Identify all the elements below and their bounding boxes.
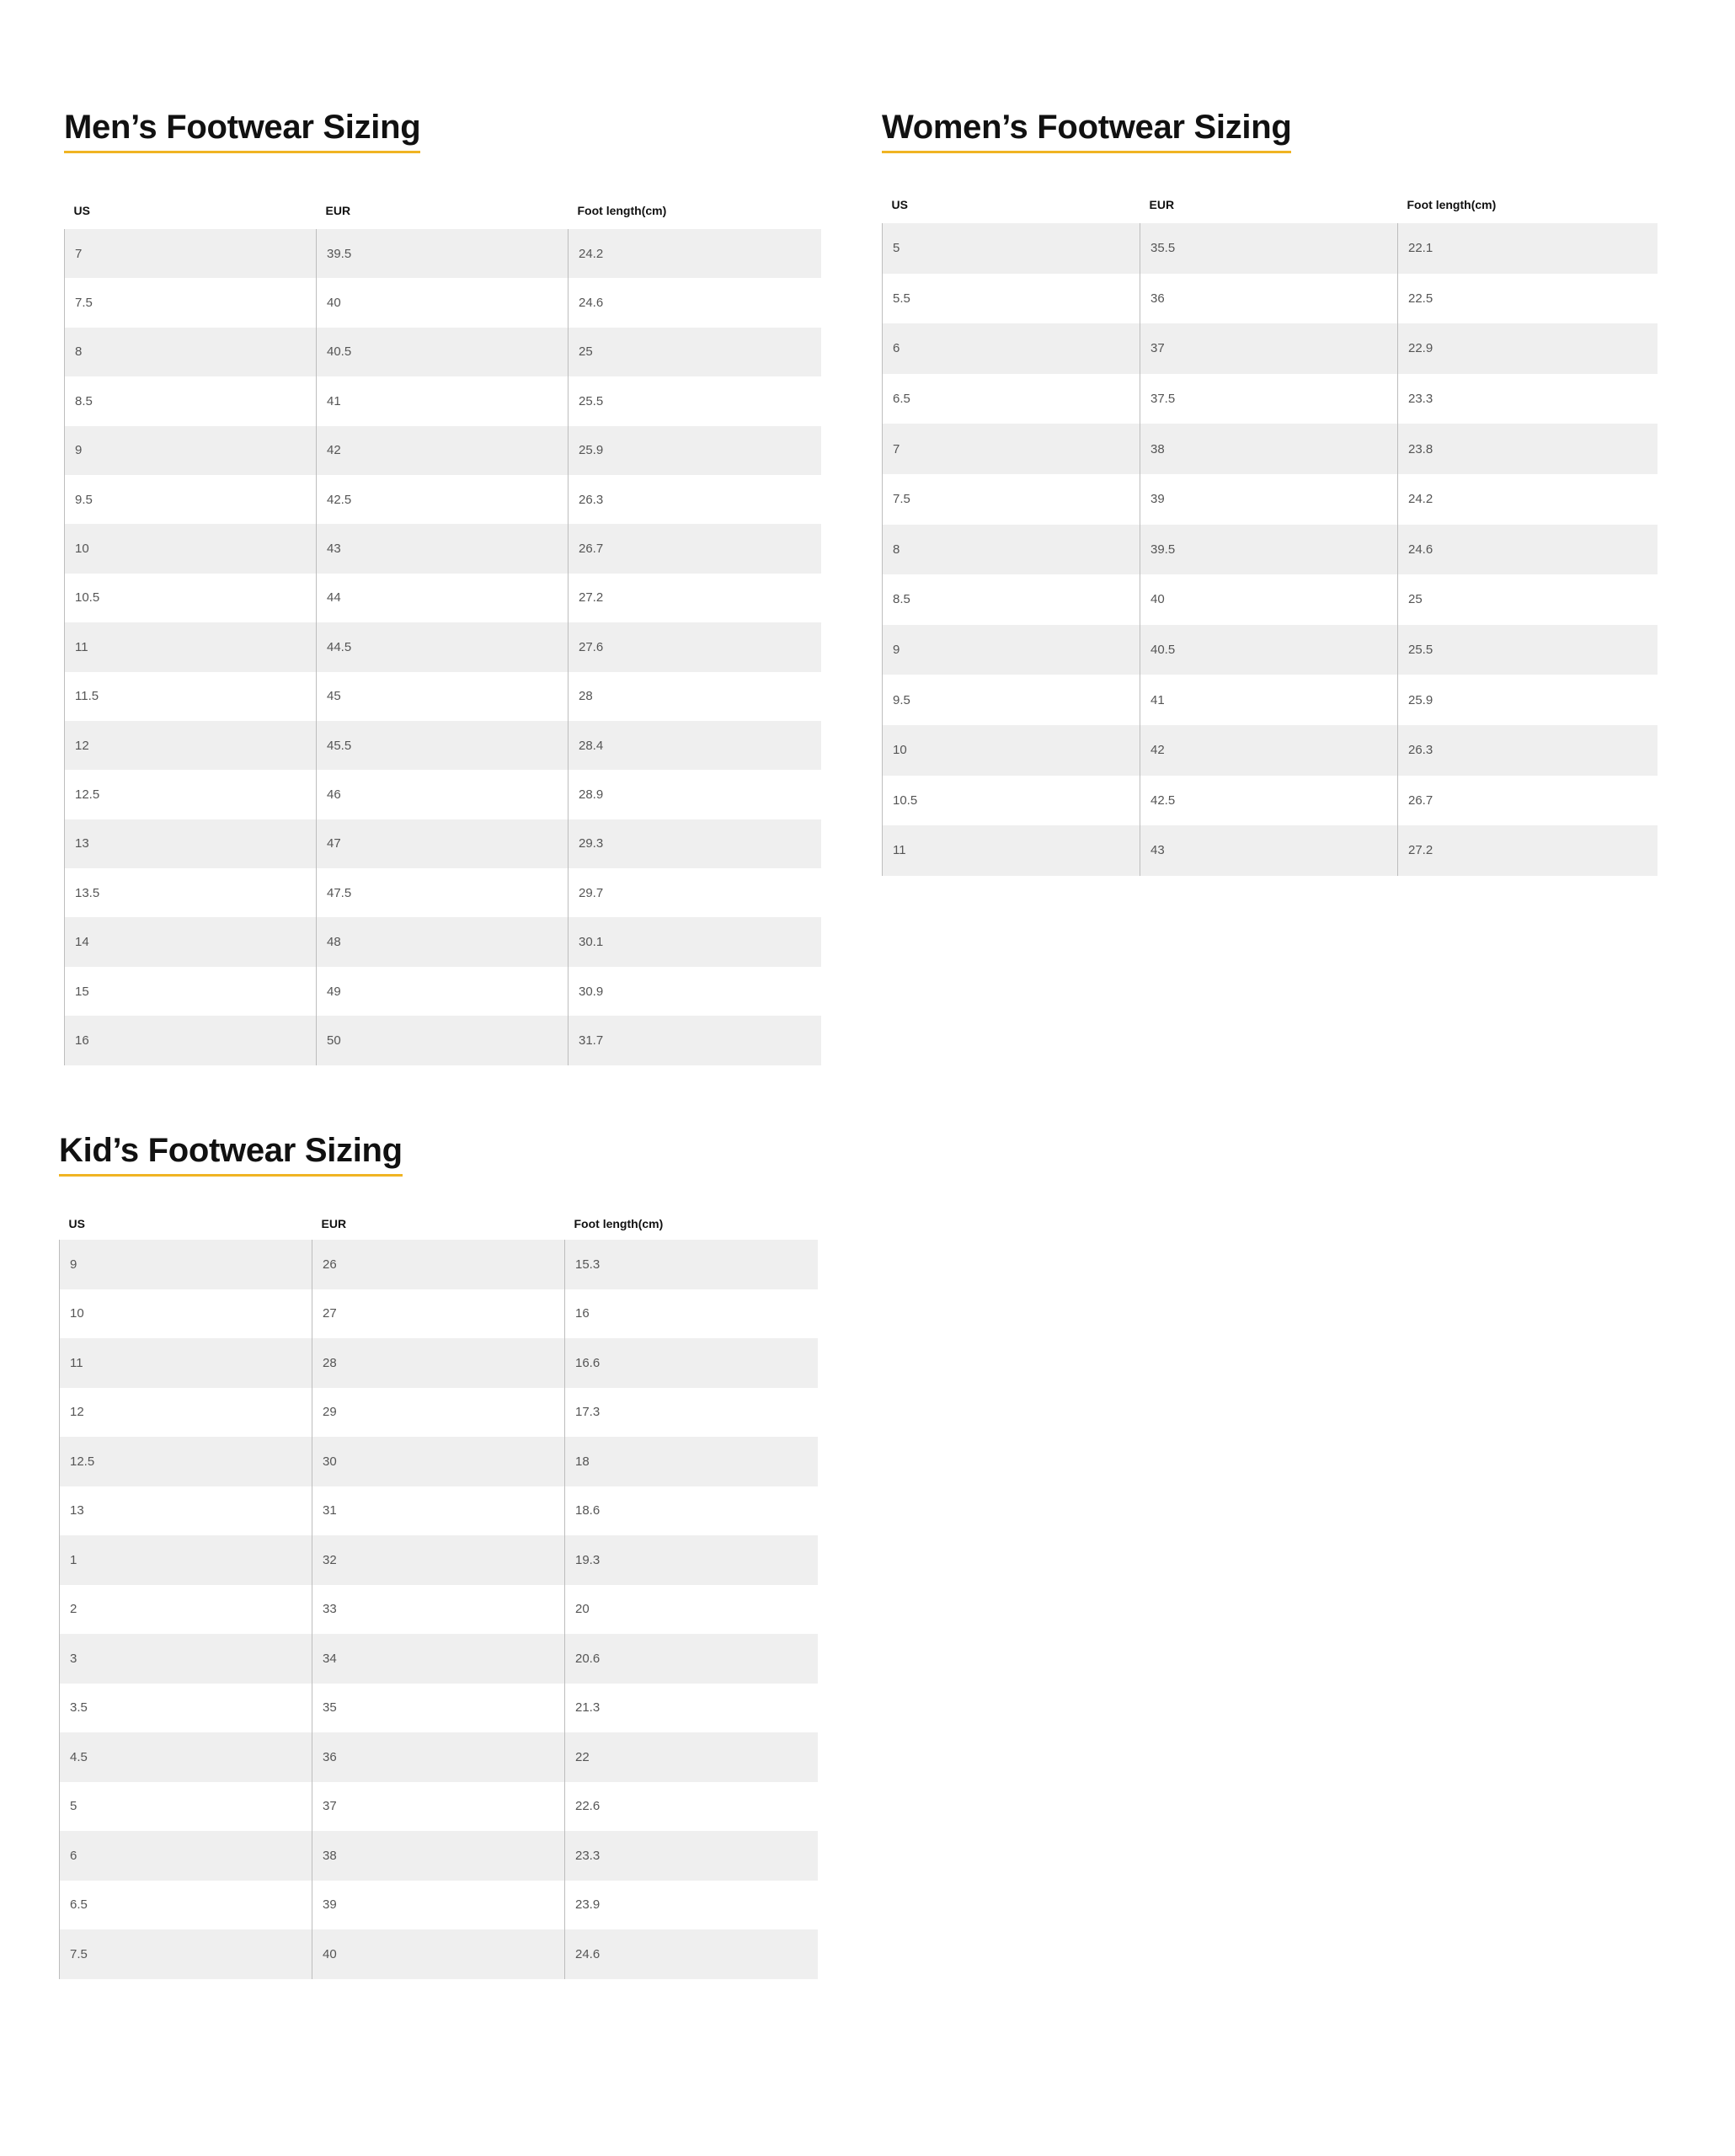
cell-us: 10 — [65, 524, 317, 573]
cell-us: 11 — [60, 1338, 312, 1388]
table-row — [65, 376, 821, 425]
cell-us: 8 — [65, 328, 317, 376]
cell-foot-length: 22.6 — [565, 1782, 818, 1832]
table-header-row — [60, 1208, 818, 1240]
cell-us: 2 — [60, 1585, 312, 1635]
cell-foot-length: 24.2 — [569, 229, 821, 278]
cell-foot-length: 16 — [565, 1289, 818, 1339]
cell-eur: 41 — [317, 376, 569, 425]
table-row — [883, 274, 1658, 324]
cell-eur: 47.5 — [317, 868, 569, 917]
cell-us: 13.5 — [65, 868, 317, 917]
cell-us: 10.5 — [883, 776, 1140, 826]
cell-eur: 36 — [312, 1732, 565, 1782]
cell-us: 1 — [60, 1535, 312, 1585]
cell-eur: 33 — [312, 1585, 565, 1635]
cell-eur: 43 — [317, 524, 569, 573]
table-row — [65, 672, 821, 721]
table-row — [883, 725, 1658, 776]
cell-us: 7.5 — [65, 278, 317, 327]
womens-sizing-section — [882, 107, 1657, 858]
table-header-row — [65, 191, 821, 229]
cell-eur: 29 — [312, 1388, 565, 1438]
cell-foot-length: 15.3 — [565, 1240, 818, 1289]
cell-us: 5 — [60, 1782, 312, 1832]
table-row — [883, 675, 1658, 725]
cell-foot-length: 22.1 — [1398, 223, 1658, 274]
column-header-foot-length: Foot length(cm) — [574, 1217, 664, 1230]
column-header-foot-length: Foot length(cm) — [1407, 197, 1497, 211]
cell-eur: 31 — [312, 1486, 565, 1536]
table-row — [65, 426, 821, 475]
table-row — [60, 1881, 818, 1930]
cell-eur: 38 — [312, 1831, 565, 1881]
cell-eur: 40 — [317, 278, 569, 327]
table-row — [65, 721, 821, 770]
cell-eur: 32 — [312, 1535, 565, 1585]
cell-us: 6.5 — [883, 374, 1140, 424]
cell-eur: 39 — [312, 1881, 565, 1930]
cell-foot-length: 26.7 — [569, 524, 821, 573]
table-row — [883, 474, 1658, 525]
table-row — [60, 1782, 818, 1832]
cell-foot-length: 19.3 — [565, 1535, 818, 1585]
cell-foot-length: 25.9 — [1398, 675, 1658, 725]
cell-us: 8.5 — [883, 574, 1140, 625]
table-row — [883, 525, 1658, 575]
cell-eur: 48 — [317, 917, 569, 966]
column-header-us: US — [891, 197, 908, 211]
mens-sizing-table — [64, 191, 821, 1065]
cell-foot-length: 20 — [565, 1585, 818, 1635]
cell-eur: 46 — [317, 770, 569, 819]
mens-sizing-title: Men’s Footwear Sizing — [64, 107, 420, 153]
cell-eur: 39.5 — [317, 229, 569, 278]
column-header-foot-length: Foot length(cm) — [577, 203, 667, 217]
cell-eur: 26 — [312, 1240, 565, 1289]
cell-eur: 39.5 — [1140, 525, 1398, 575]
table-row — [60, 1634, 818, 1684]
womens-sizing-table — [882, 185, 1658, 876]
cell-us: 12 — [60, 1388, 312, 1438]
cell-foot-length: 25.5 — [569, 376, 821, 425]
cell-eur: 40.5 — [1140, 625, 1398, 675]
table-row — [60, 1338, 818, 1388]
table-row — [60, 1732, 818, 1782]
cell-us: 11 — [883, 825, 1140, 876]
cell-us: 11 — [65, 622, 317, 671]
cell-foot-length: 31.7 — [569, 1016, 821, 1065]
table-row — [883, 825, 1658, 876]
cell-eur: 43 — [1140, 825, 1398, 876]
cell-us: 5 — [883, 223, 1140, 274]
cell-us: 10.5 — [65, 574, 317, 622]
cell-us: 9 — [60, 1240, 312, 1289]
table-row — [65, 622, 821, 671]
table-row — [60, 1684, 818, 1733]
cell-foot-length: 18.6 — [565, 1486, 818, 1536]
cell-us: 11.5 — [65, 672, 317, 721]
table-row — [60, 1240, 818, 1289]
table-row — [65, 819, 821, 868]
cell-us: 13 — [65, 819, 317, 868]
column-header-eur: EUR — [325, 203, 351, 217]
table-row — [65, 770, 821, 819]
cell-us: 4.5 — [60, 1732, 312, 1782]
cell-eur: 42 — [1140, 725, 1398, 776]
table-row — [65, 229, 821, 278]
cell-us: 12 — [65, 721, 317, 770]
table-row — [60, 1831, 818, 1881]
cell-us: 14 — [65, 917, 317, 966]
cell-us: 6.5 — [60, 1881, 312, 1930]
mens-sizing-section — [64, 107, 820, 1048]
table-row — [65, 868, 821, 917]
table-row — [883, 223, 1658, 274]
cell-us: 8.5 — [65, 376, 317, 425]
cell-eur: 30 — [312, 1437, 565, 1486]
cell-us: 16 — [65, 1016, 317, 1065]
table-row — [65, 328, 821, 376]
cell-foot-length: 23.3 — [565, 1831, 818, 1881]
cell-foot-length: 30.1 — [569, 917, 821, 966]
kids-sizing-title: Kid’s Footwear Sizing — [59, 1130, 403, 1177]
cell-foot-length: 17.3 — [565, 1388, 818, 1438]
column-header-us: US — [68, 1217, 85, 1230]
cell-foot-length: 27.6 — [569, 622, 821, 671]
cell-us: 8 — [883, 525, 1140, 575]
kids-sizing-table — [59, 1208, 818, 1979]
table-row — [65, 278, 821, 327]
cell-eur: 42 — [317, 426, 569, 475]
cell-eur: 37 — [312, 1782, 565, 1832]
cell-us: 7.5 — [883, 474, 1140, 525]
cell-foot-length: 28 — [569, 672, 821, 721]
cell-eur: 44.5 — [317, 622, 569, 671]
cell-us: 9 — [883, 625, 1140, 675]
cell-eur: 40 — [312, 1929, 565, 1979]
cell-eur: 40.5 — [317, 328, 569, 376]
cell-foot-length: 20.6 — [565, 1634, 818, 1684]
cell-us: 7 — [883, 424, 1140, 474]
cell-eur: 37 — [1140, 323, 1398, 374]
table-row — [60, 1437, 818, 1486]
cell-us: 3.5 — [60, 1684, 312, 1733]
cell-eur: 36 — [1140, 274, 1398, 324]
cell-eur: 45 — [317, 672, 569, 721]
cell-eur: 34 — [312, 1634, 565, 1684]
cell-foot-length: 22 — [565, 1732, 818, 1782]
cell-eur: 39 — [1140, 474, 1398, 525]
cell-foot-length: 16.6 — [565, 1338, 818, 1388]
cell-us: 9 — [65, 426, 317, 475]
cell-foot-length: 23.8 — [1398, 424, 1658, 474]
cell-foot-length: 23.3 — [1398, 374, 1658, 424]
cell-us: 12.5 — [65, 770, 317, 819]
cell-foot-length: 29.3 — [569, 819, 821, 868]
cell-foot-length: 23.9 — [565, 1881, 818, 1930]
cell-eur: 27 — [312, 1289, 565, 1339]
table-row — [883, 574, 1658, 625]
cell-eur: 38 — [1140, 424, 1398, 474]
cell-foot-length: 24.6 — [565, 1929, 818, 1979]
cell-foot-length: 25 — [1398, 574, 1658, 625]
cell-foot-length: 21.3 — [565, 1684, 818, 1733]
cell-foot-length: 27.2 — [1398, 825, 1658, 876]
cell-foot-length: 24.6 — [569, 278, 821, 327]
cell-foot-length: 28.9 — [569, 770, 821, 819]
cell-eur: 41 — [1140, 675, 1398, 725]
table-row — [883, 374, 1658, 424]
table-row — [65, 1016, 821, 1065]
table-row — [60, 1486, 818, 1536]
cell-eur: 44 — [317, 574, 569, 622]
cell-eur: 49 — [317, 967, 569, 1016]
cell-us: 9.5 — [883, 675, 1140, 725]
cell-foot-length: 26.3 — [1398, 725, 1658, 776]
cell-foot-length: 22.9 — [1398, 323, 1658, 374]
cell-eur: 42.5 — [317, 475, 569, 524]
cell-foot-length: 27.2 — [569, 574, 821, 622]
table-row — [60, 1388, 818, 1438]
column-header-eur: EUR — [1149, 197, 1175, 211]
cell-eur: 35.5 — [1140, 223, 1398, 274]
cell-eur: 47 — [317, 819, 569, 868]
cell-foot-length: 25.5 — [1398, 625, 1658, 675]
cell-foot-length: 25.9 — [569, 426, 821, 475]
womens-sizing-title: Women’s Footwear Sizing — [882, 107, 1291, 153]
table-row — [883, 424, 1658, 474]
cell-eur: 37.5 — [1140, 374, 1398, 424]
cell-foot-length: 18 — [565, 1437, 818, 1486]
table-row — [883, 323, 1658, 374]
table-row — [60, 1585, 818, 1635]
cell-us: 10 — [883, 725, 1140, 776]
cell-foot-length: 28.4 — [569, 721, 821, 770]
cell-eur: 28 — [312, 1338, 565, 1388]
kids-sizing-section — [59, 1130, 817, 1961]
table-row — [65, 475, 821, 524]
table-header-row — [883, 185, 1658, 223]
table-row — [60, 1535, 818, 1585]
cell-eur: 35 — [312, 1684, 565, 1733]
cell-us: 7 — [65, 229, 317, 278]
table-row — [883, 776, 1658, 826]
cell-foot-length: 24.6 — [1398, 525, 1658, 575]
cell-us: 13 — [60, 1486, 312, 1536]
cell-foot-length: 24.2 — [1398, 474, 1658, 525]
cell-foot-length: 22.5 — [1398, 274, 1658, 324]
cell-eur: 50 — [317, 1016, 569, 1065]
cell-eur: 42.5 — [1140, 776, 1398, 826]
table-row — [883, 625, 1658, 675]
cell-us: 6 — [883, 323, 1140, 374]
cell-eur: 45.5 — [317, 721, 569, 770]
column-header-eur: EUR — [321, 1217, 347, 1230]
cell-us: 10 — [60, 1289, 312, 1339]
table-row — [65, 967, 821, 1016]
table-row — [60, 1929, 818, 1979]
cell-us: 15 — [65, 967, 317, 1016]
table-row — [60, 1289, 818, 1339]
cell-us: 9.5 — [65, 475, 317, 524]
cell-foot-length: 26.3 — [569, 475, 821, 524]
cell-us: 5.5 — [883, 274, 1140, 324]
cell-us: 6 — [60, 1831, 312, 1881]
cell-us: 12.5 — [60, 1437, 312, 1486]
cell-foot-length: 29.7 — [569, 868, 821, 917]
table-row — [65, 917, 821, 966]
column-header-us: US — [73, 203, 90, 217]
cell-eur: 40 — [1140, 574, 1398, 625]
cell-us: 7.5 — [60, 1929, 312, 1979]
table-row — [65, 574, 821, 622]
cell-us: 3 — [60, 1634, 312, 1684]
cell-foot-length: 26.7 — [1398, 776, 1658, 826]
cell-foot-length: 30.9 — [569, 967, 821, 1016]
cell-foot-length: 25 — [569, 328, 821, 376]
table-row — [65, 524, 821, 573]
